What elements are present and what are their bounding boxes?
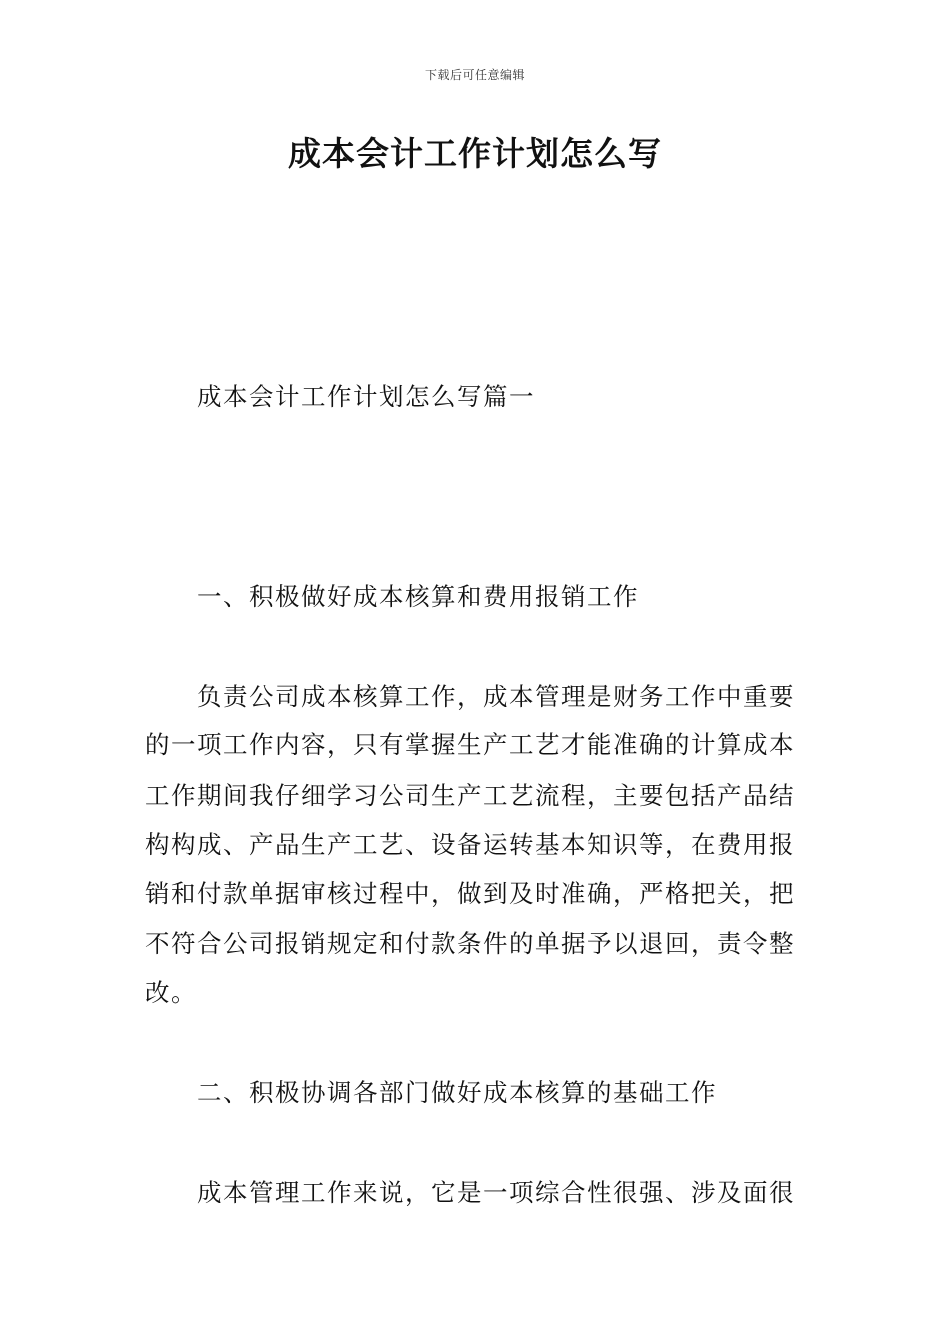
paragraph-line: 的一项工作内容，只有掌握生产工艺才能准确的计算成本 <box>145 730 795 759</box>
document-title: 成本会计工作计划怎么写 <box>288 134 662 173</box>
paragraph-line: 成本管理工作来说，它是一项综合性很强、涉及面很 <box>197 1178 795 1207</box>
header-note: 下载后可任意编辑 <box>424 68 525 82</box>
paragraph-line: 不符合公司报销规定和付款条件的单据予以退回，责令整 <box>145 929 795 958</box>
paragraph-line: 负责公司成本核算工作，成本管理是财务工作中重要 <box>197 682 795 711</box>
paragraph-line: 销和付款单据审核过程中，做到及时准确，严格把关，把 <box>145 879 795 908</box>
paragraph-line: 改。 <box>145 978 197 1007</box>
paragraph-line: 工作期间我仔细学习公司生产工艺流程，主要包括产品结 <box>145 781 795 810</box>
paragraph-line: 构构成、产品生产工艺、设备运转基本知识等，在费用报 <box>145 830 795 859</box>
document-subtitle: 成本会计工作计划怎么写篇一 <box>197 382 535 411</box>
section-heading-1: 一、积极做好成本核算和费用报销工作 <box>197 582 639 611</box>
section-heading-2: 二、积极协调各部门做好成本核算的基础工作 <box>197 1078 717 1107</box>
